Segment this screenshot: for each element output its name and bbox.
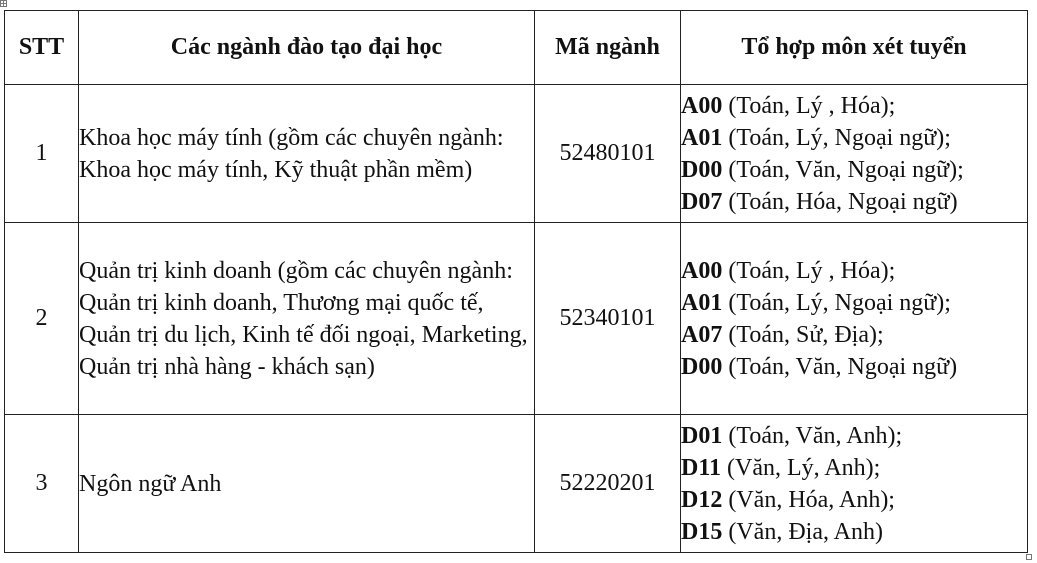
header-stt: STT xyxy=(5,11,79,85)
combo-subjects: (Toán, Lý , Hóa); xyxy=(722,257,896,284)
combo-subjects: (Toán, Sử, Địa); xyxy=(722,321,884,348)
combo-line xyxy=(681,122,1027,154)
admission-table xyxy=(4,10,1028,553)
combo-line xyxy=(681,319,1027,351)
major-cell: Khoa học máy tính (gồm các chuyên ngành: Khoa học máy tính, Kỹ thuật phần mềm) xyxy=(79,85,535,223)
table-row xyxy=(5,415,1028,553)
combo-subjects: (Toán, Hóa, Ngoại ngữ) xyxy=(722,188,958,215)
combo-line xyxy=(681,186,1027,218)
combo-subjects: (Văn, Lý, Anh); xyxy=(721,454,881,481)
combo-subjects: (Toán, Văn, Ngoại ngữ); xyxy=(722,156,964,183)
combo-line xyxy=(681,287,1027,319)
combo-subjects: (Toán, Văn, Anh); xyxy=(722,422,903,449)
combo-code: D12 xyxy=(681,486,723,513)
combo-code: D00 xyxy=(681,353,723,380)
combo-line xyxy=(681,351,1027,383)
table-move-handle[interactable] xyxy=(0,0,7,7)
header-major-code: Mã ngành xyxy=(535,11,681,85)
combo-code: D07 xyxy=(681,188,723,215)
combo-line xyxy=(681,452,1027,484)
stt-cell: 3 xyxy=(5,415,79,553)
stt-cell: 2 xyxy=(5,223,79,415)
combo-line xyxy=(681,154,1027,186)
combo-code: A01 xyxy=(681,124,723,151)
combo-line xyxy=(681,516,1027,548)
combo-subjects: (Văn, Hóa, Anh); xyxy=(722,486,895,513)
combo-subjects: (Toán, Văn, Ngoại ngữ) xyxy=(722,353,958,380)
major-cell: Quản trị kinh doanh (gồm các chuyên ngành: Quản trị kinh doanh, Thương mại quốc tế, Quản trị du lịch, Kinh tế đối ngoại, Marketing, Quản trị nhà hàng - khách sạn) xyxy=(79,223,535,415)
header-major: Các ngành đào tạo đại học xyxy=(79,11,535,85)
header-subject-combination: Tổ hợp môn xét tuyển xyxy=(681,11,1028,85)
combo-code: A01 xyxy=(681,289,723,316)
stt-cell: 1 xyxy=(5,85,79,223)
combo-code: D00 xyxy=(681,156,723,183)
combo-subjects: (Toán, Lý, Ngoại ngữ); xyxy=(722,289,951,316)
combo-code: D01 xyxy=(681,422,723,449)
combo-line xyxy=(681,420,1027,452)
combo-code: D15 xyxy=(681,518,723,545)
combo-line xyxy=(681,90,1027,122)
combo-line xyxy=(681,255,1027,287)
combo-cell xyxy=(681,223,1028,415)
table-row xyxy=(5,223,1028,415)
major-cell: Ngôn ngữ Anh xyxy=(79,415,535,553)
combo-cell xyxy=(681,85,1028,223)
combo-code: A00 xyxy=(681,92,723,119)
combo-code: A00 xyxy=(681,257,723,284)
combo-cell xyxy=(681,415,1028,553)
table-row xyxy=(5,85,1028,223)
table-header-row xyxy=(5,11,1028,85)
major-code-cell: 52480101 xyxy=(535,85,681,223)
combo-line xyxy=(681,484,1027,516)
major-code-cell: 52220201 xyxy=(535,415,681,553)
combo-code: D11 xyxy=(681,454,722,481)
combo-subjects: (Văn, Địa, Anh) xyxy=(722,518,883,545)
combo-subjects: (Toán, Lý , Hóa); xyxy=(722,92,896,119)
combo-subjects: (Toán, Lý, Ngoại ngữ); xyxy=(722,124,951,151)
major-code-cell: 52340101 xyxy=(535,223,681,415)
table-resize-handle[interactable] xyxy=(1026,554,1032,560)
combo-code: A07 xyxy=(681,321,723,348)
